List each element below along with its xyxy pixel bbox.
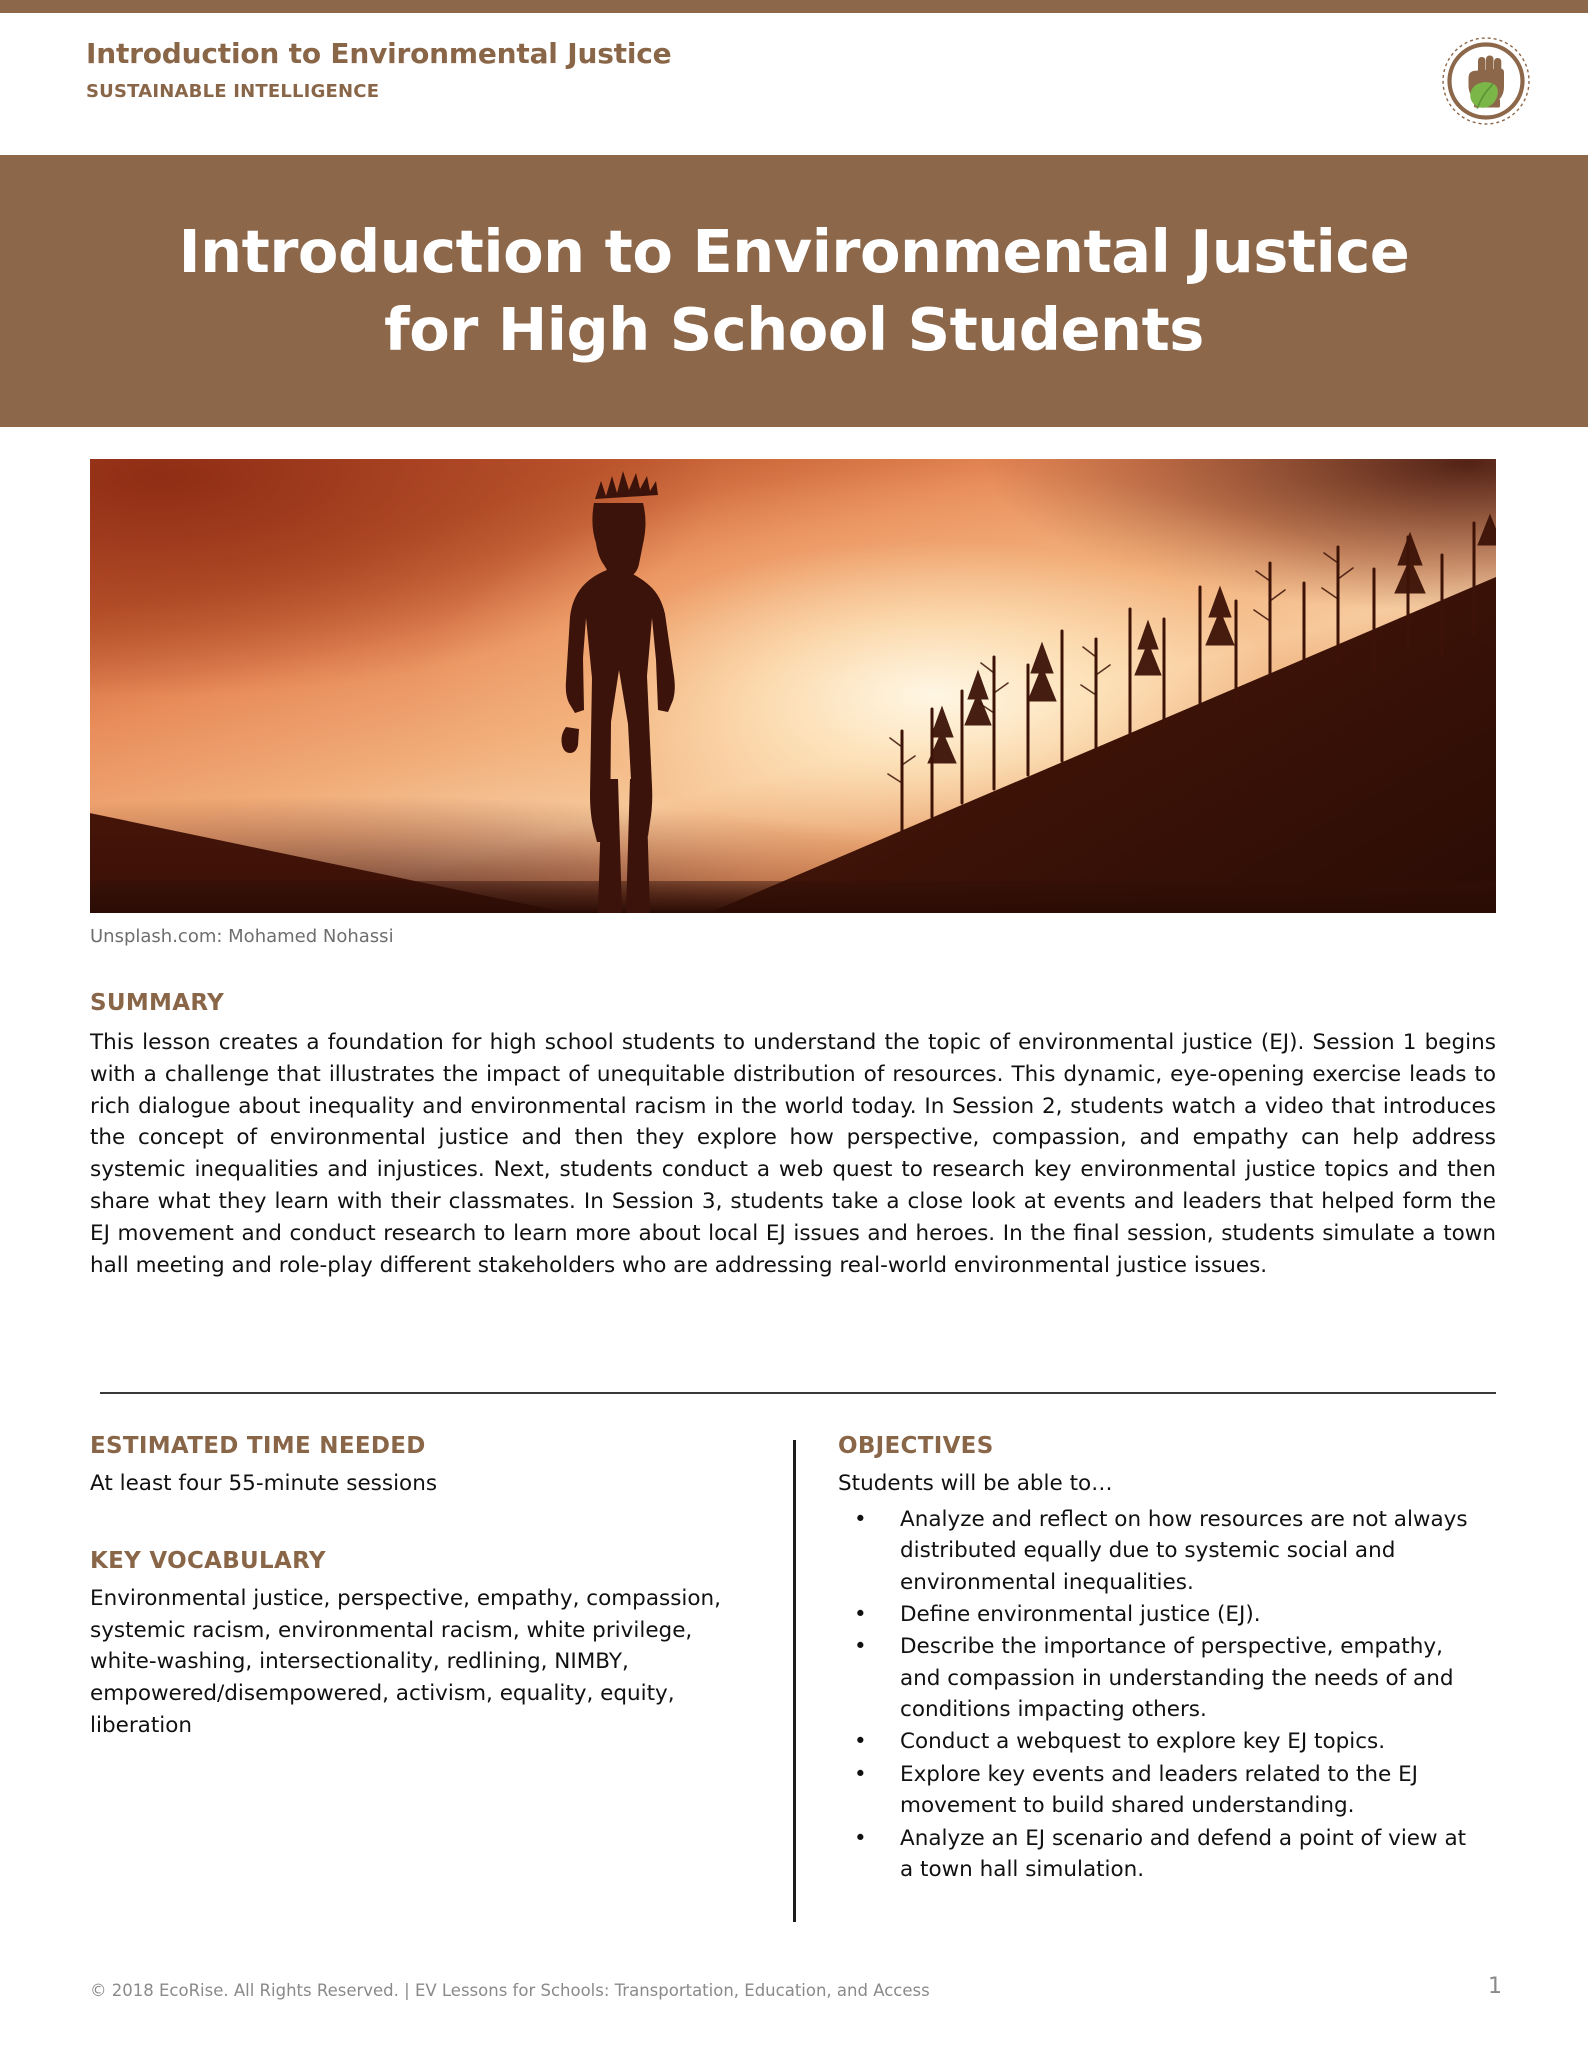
- header-text-group: [86, 39, 671, 102]
- header-subtitle: SUSTAINABLE INTELLIGENCE: [86, 80, 380, 102]
- estimated-time-text: At least four 55-minute sessions: [90, 1471, 438, 1496]
- objective-text: Explore key events and leaders related to the EJ movement to build shared understanding.: [900, 1761, 1419, 1819]
- objective-text: Analyze and reflect on how resources are not always distributed equally due to systemic social and environmental inequalities.: [900, 1506, 1468, 1595]
- hero-photo: [90, 459, 1496, 913]
- header-title: Introduction to Environmental Justice: [86, 37, 672, 70]
- bullet-icon: •: [854, 1729, 867, 1755]
- top-accent-bar: [0, 0, 1588, 13]
- photo-person-silhouette: [90, 459, 1496, 913]
- summary-heading: SUMMARY: [90, 990, 225, 1016]
- objectives-list: [838, 1504, 1478, 1886]
- page-header: [0, 13, 1588, 155]
- list-item: [838, 1504, 1478, 1598]
- bullet-icon: •: [854, 1506, 867, 1532]
- page-number: 1: [1488, 1974, 1502, 1999]
- bullet-icon: •: [854, 1825, 867, 1851]
- list-item: [838, 1823, 1478, 1886]
- objective-text: Conduct a webquest to explore key EJ topics.: [900, 1729, 1386, 1755]
- key-vocabulary-section: [90, 1548, 760, 1742]
- objectives-intro: Students will be able to…: [838, 1471, 1113, 1496]
- footer-copyright: © 2018 EcoRise. All Rights Reserved. | EV Lessons for Schools: Transportation, Education, and Access: [90, 1981, 930, 2000]
- objective-text: Define environmental justice (EJ).: [900, 1601, 1261, 1627]
- title-banner: [0, 155, 1588, 427]
- bullet-icon: •: [854, 1634, 867, 1660]
- bullet-icon: •: [854, 1601, 867, 1627]
- objective-text: Analyze an EJ scenario and defend a point of view at a town hall simulation.: [900, 1825, 1467, 1882]
- estimated-time-section: [90, 1433, 760, 1500]
- list-item: [838, 1599, 1478, 1630]
- section-divider: [100, 1392, 1496, 1394]
- photo-caption: Unsplash.com: Mohamed Nohassi: [90, 926, 394, 947]
- list-item: [838, 1759, 1478, 1822]
- list-item: [838, 1631, 1478, 1725]
- key-vocabulary-text: Environmental justice, perspective, empathy, compassion, systemic racism, environmental racism, white privilege, white-washing, intersectionality, redlining, NIMBY, empowered/disempowered, activism, equality, equity, liberation: [90, 1585, 721, 1739]
- objective-text: Describe the importance of perspective, empathy, and compassion in understanding the needs of and conditions impacting others.: [900, 1634, 1454, 1723]
- fist-and-leaf-logo-icon: [1440, 35, 1532, 127]
- objectives-heading: OBJECTIVES: [838, 1433, 994, 1459]
- summary-text: This lesson creates a foundation for high school students to understand the topic of environmental justice (EJ). Session 1 begins with a challenge that illustrates the impact of unequitable distribution of resources. This dynamic, eye-opening exercise leads to rich dialogue about inequality and environmental racism in the world today. In Session 2, students watch a video that introduces the concept of environmental justice and then they explore how perspective, compassion, and empathy can help address systemic inequalities and injustices. Next, students conduct a web quest to research key environmental justice topics and then share what they learn with their classmates. In Session 3, students take a close look at events and leaders that helped form the EJ movement and conduct research to learn more about local EJ issues and heroes. In the final session, students simulate a town hall meeting and role-play different stakeholders who are addressing real-world environmental justice issues.: [90, 1030, 1496, 1278]
- banner-title-line-1: Introduction to Environmental Justice: [178, 217, 1410, 287]
- objectives-section: [838, 1433, 1478, 1885]
- key-vocabulary-heading: KEY VOCABULARY: [90, 1547, 326, 1574]
- summary-section: [90, 990, 1496, 1282]
- bullet-icon: •: [854, 1761, 867, 1787]
- list-item: [838, 1726, 1478, 1757]
- right-column: [838, 1433, 1478, 1893]
- column-divider: [793, 1440, 796, 1922]
- column-spacer: [90, 1508, 760, 1548]
- banner-title-line-2: for High School Students: [384, 295, 1204, 364]
- estimated-time-heading: ESTIMATED TIME NEEDED: [90, 1433, 426, 1459]
- left-column: [90, 1433, 760, 1750]
